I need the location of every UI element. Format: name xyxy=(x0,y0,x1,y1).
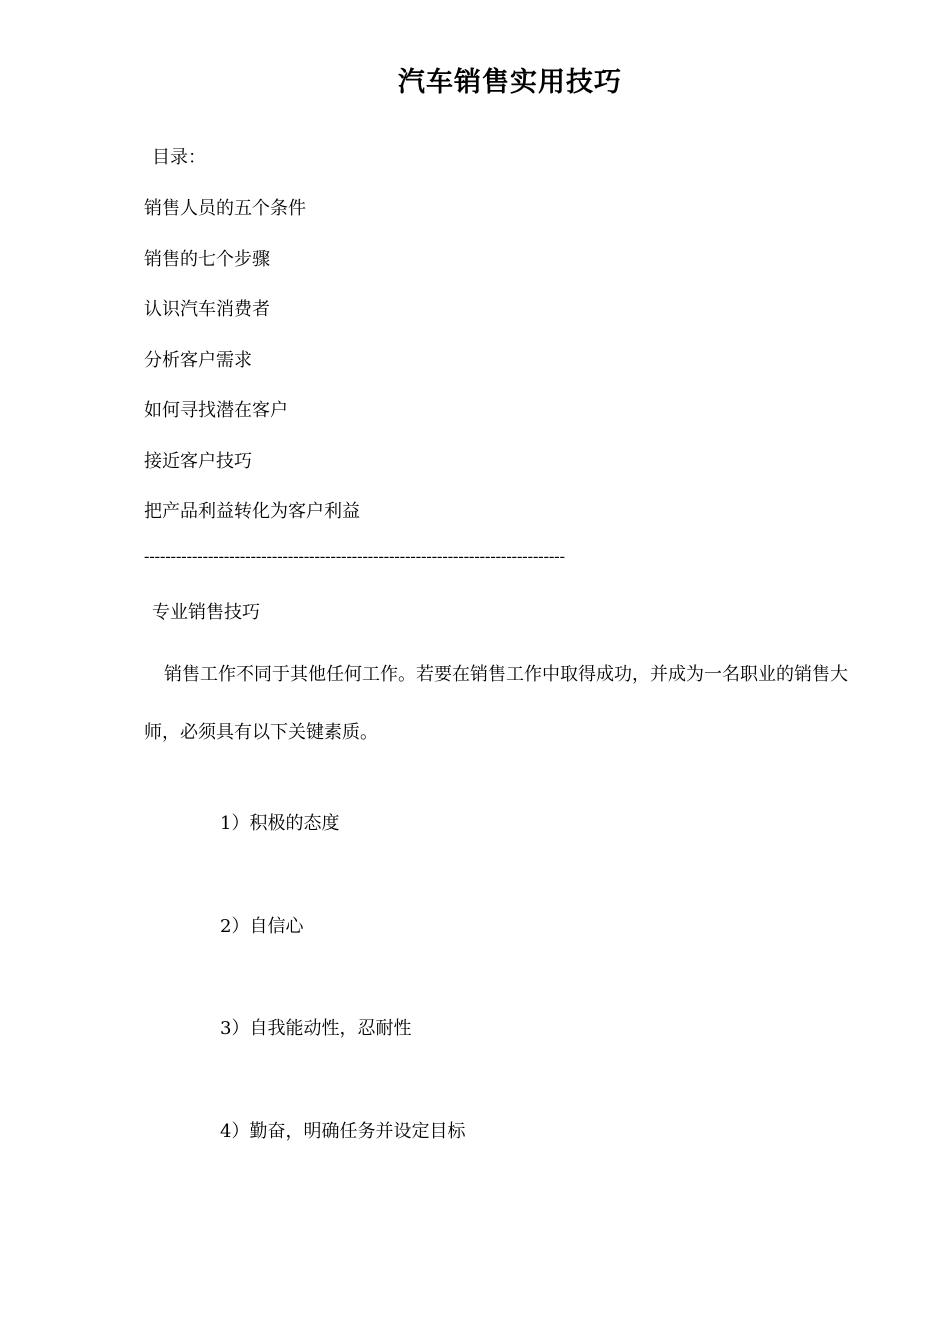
toc-item: 认识汽车消费者 xyxy=(144,299,270,320)
toc-item: 接近客户技巧 xyxy=(144,451,252,472)
quality-item: 3）自我能动性，忍耐性 xyxy=(220,1018,412,1039)
section-heading: 专业销售技巧 xyxy=(152,602,260,623)
quality-item: 4）勤奋，明确任务并设定目标 xyxy=(220,1121,466,1142)
toc-item: 销售人员的五个条件 xyxy=(144,198,306,219)
quality-item: 1）积极的态度 xyxy=(220,813,340,834)
toc-item: 如何寻找潜在客户 xyxy=(144,400,288,421)
section-divider: ------------------------------------------------------------------------------- xyxy=(144,548,565,565)
toc-item: 分析客户需求 xyxy=(144,350,252,371)
intro-paragraph: 销售工作不同于其他任何工作。若要在销售工作中取得成功，并成为一名职业的销售大师，必须具有以下关键素质。 xyxy=(144,664,848,743)
document-title: 汽车销售实用技巧 xyxy=(398,67,622,98)
toc-label: 目录： xyxy=(152,147,206,168)
quality-item: 2）自信心 xyxy=(220,916,304,937)
toc-item: 销售的七个步骤 xyxy=(144,249,270,270)
toc-item: 把产品利益转化为客户利益 xyxy=(144,501,360,522)
